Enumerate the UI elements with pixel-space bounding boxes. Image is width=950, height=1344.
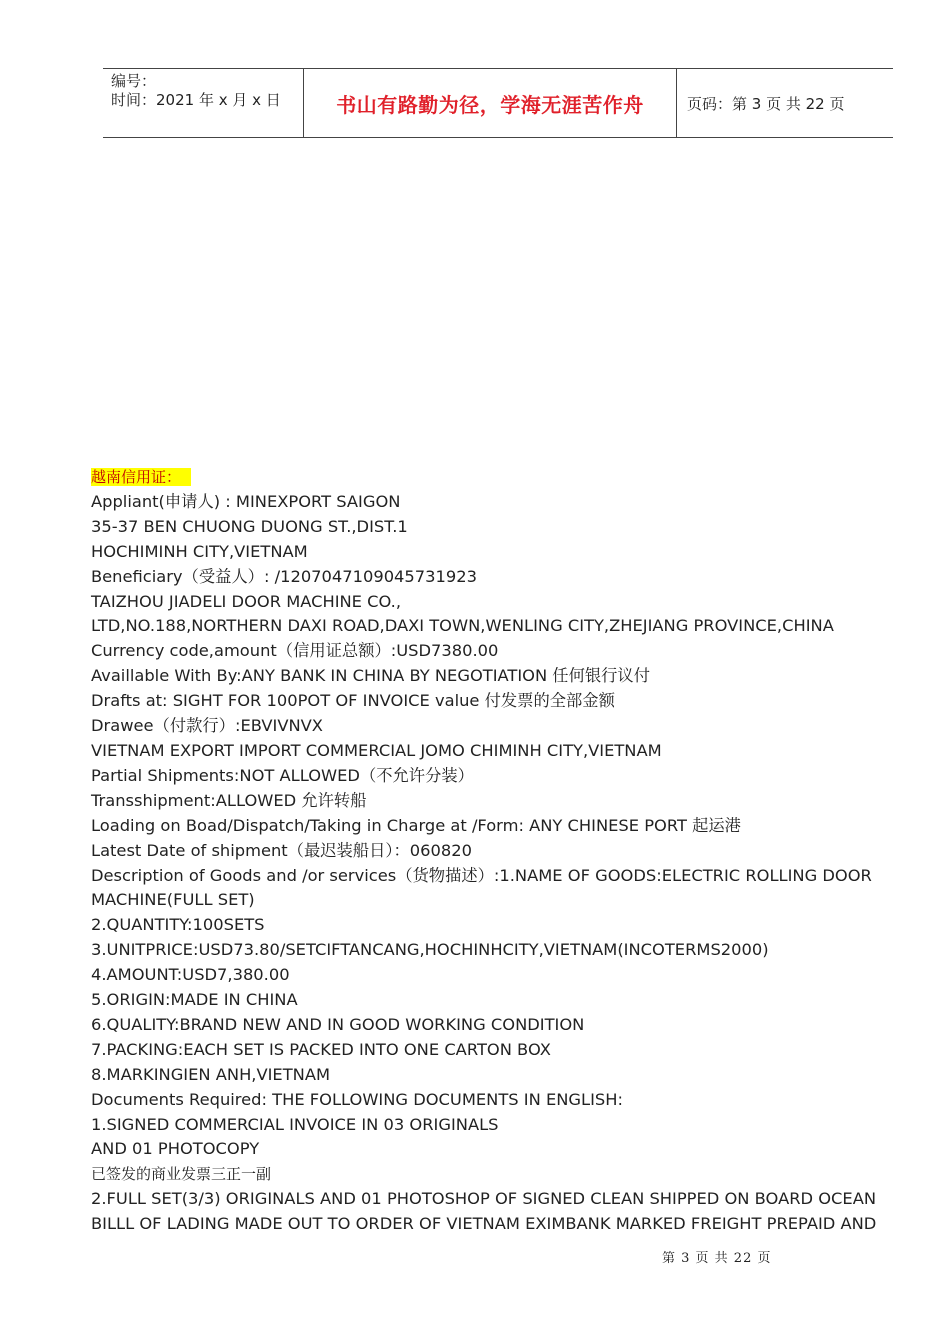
text-line: HOCHIMINH CITY,VIETNAM — [91, 541, 308, 561]
text-line: Currency code,amount（信用证总额）:USD7380.00 — [91, 641, 499, 661]
text-line: Beneficiary（受益人）: /1207047109045731923 — [91, 566, 477, 586]
text-line: TAIZHOU JIADELI DOOR MACHINE CO., — [91, 591, 402, 611]
text-line: BILLL OF LADING MADE OUT TO ORDER OF VIETNAM EXIMBANK MARKED FREIGHT PREPAID AND — [91, 1214, 877, 1234]
header-motto-cell — [304, 69, 677, 137]
text-line: 1.SIGNED COMMERCIAL INVOICE IN 03 ORIGINALS — [91, 1114, 499, 1134]
section-heading — [91, 465, 911, 490]
text-line: Partial Shipments:NOT ALLOWED（不允许分装） — [91, 765, 474, 785]
text-line: Availlable With By:ANY BANK IN CHINA BY NEGOTIATION 任何银行议付 — [91, 666, 650, 686]
text-line: 35-37 BEN CHUONG DUONG ST.,DIST.1 — [91, 516, 408, 536]
text-line: Description of Goods and /or services（货物描述）:1.NAME OF GOODS:ELECTRIC ROLLING DOOR — [91, 865, 872, 885]
text-line: 2.FULL SET(3/3) ORIGINALS AND 01 PHOTOSHOP OF SIGNED CLEAN SHIPPED ON BOARD OCEAN — [91, 1189, 877, 1209]
page-header — [103, 68, 893, 138]
text-line: LTD,NO.188,NORTHERN DAXI ROAD,DAXI TOWN,WENLING CITY,ZHEJIANG PROVINCE,CHINA — [91, 616, 834, 636]
text-line: 8.MARKINGIEN ANH,VIETNAM — [91, 1064, 331, 1084]
text-line: 已签发的商业发票三正一副 — [91, 1165, 272, 1184]
highlighted-heading: 越南信用证： — [91, 468, 191, 486]
header-motto: 书山有路勤为径，学海无涯苦作舟 — [336, 92, 644, 117]
text-line: Latest Date of shipment（最迟装船日）：060820 — [91, 840, 472, 860]
text-line: Drafts at: SIGHT FOR 100POT OF INVOICE value 付发票的全部金额 — [91, 691, 615, 711]
text-line: 4.AMOUNT:USD7,380.00 — [91, 965, 290, 985]
text-line: Drawee（付款行）:EBVIVNVX — [91, 716, 323, 736]
text-line: Loading on Boad/Dispatch/Taking in Charge at /Form: ANY CHINESE PORT 起运港 — [91, 815, 741, 835]
text-line: 3.UNITPRICE:USD73.80/SETCIFTANCANG,HOCHINHCITY,VIETNAM(INCOTERMS2000) — [91, 940, 769, 960]
time-label: 时间：2021 年 x 月 x 日 — [111, 91, 281, 109]
text-line: Documents Required: THE FOLLOWING DOCUMENTS IN ENGLISH: — [91, 1089, 623, 1109]
text-line: 6.QUALITY:BRAND NEW AND IN GOOD WORKING CONDITION — [91, 1014, 585, 1034]
document-body — [91, 465, 911, 1237]
header-page-cell — [677, 69, 893, 137]
header-meta — [103, 69, 304, 137]
text-line: VIETNAM EXPORT IMPORT COMMERCIAL JOMO CHIMINH CITY,VIETNAM — [91, 740, 662, 760]
text-line: MACHINE(FULL SET) — [91, 890, 255, 910]
text-line: 2.QUANTITY:100SETS — [91, 915, 265, 935]
page-footer: 第 3 页 共 22 页 — [662, 1251, 772, 1266]
text-line: Transshipment:ALLOWED 允许转船 — [91, 790, 367, 810]
text-line: 7.PACKING:EACH SET IS PACKED INTO ONE CARTON BOX — [91, 1039, 551, 1059]
header-page-info: 页码：第 3 页 共 22 页 — [687, 94, 845, 113]
text-line: 5.ORIGIN:MADE IN CHINA — [91, 990, 298, 1010]
serial-number-label: 编号： — [111, 72, 157, 90]
text-line: Appliant(申请人) : MINEXPORT SAIGON — [91, 491, 401, 511]
text-line: AND 01 PHOTOCOPY — [91, 1139, 260, 1159]
